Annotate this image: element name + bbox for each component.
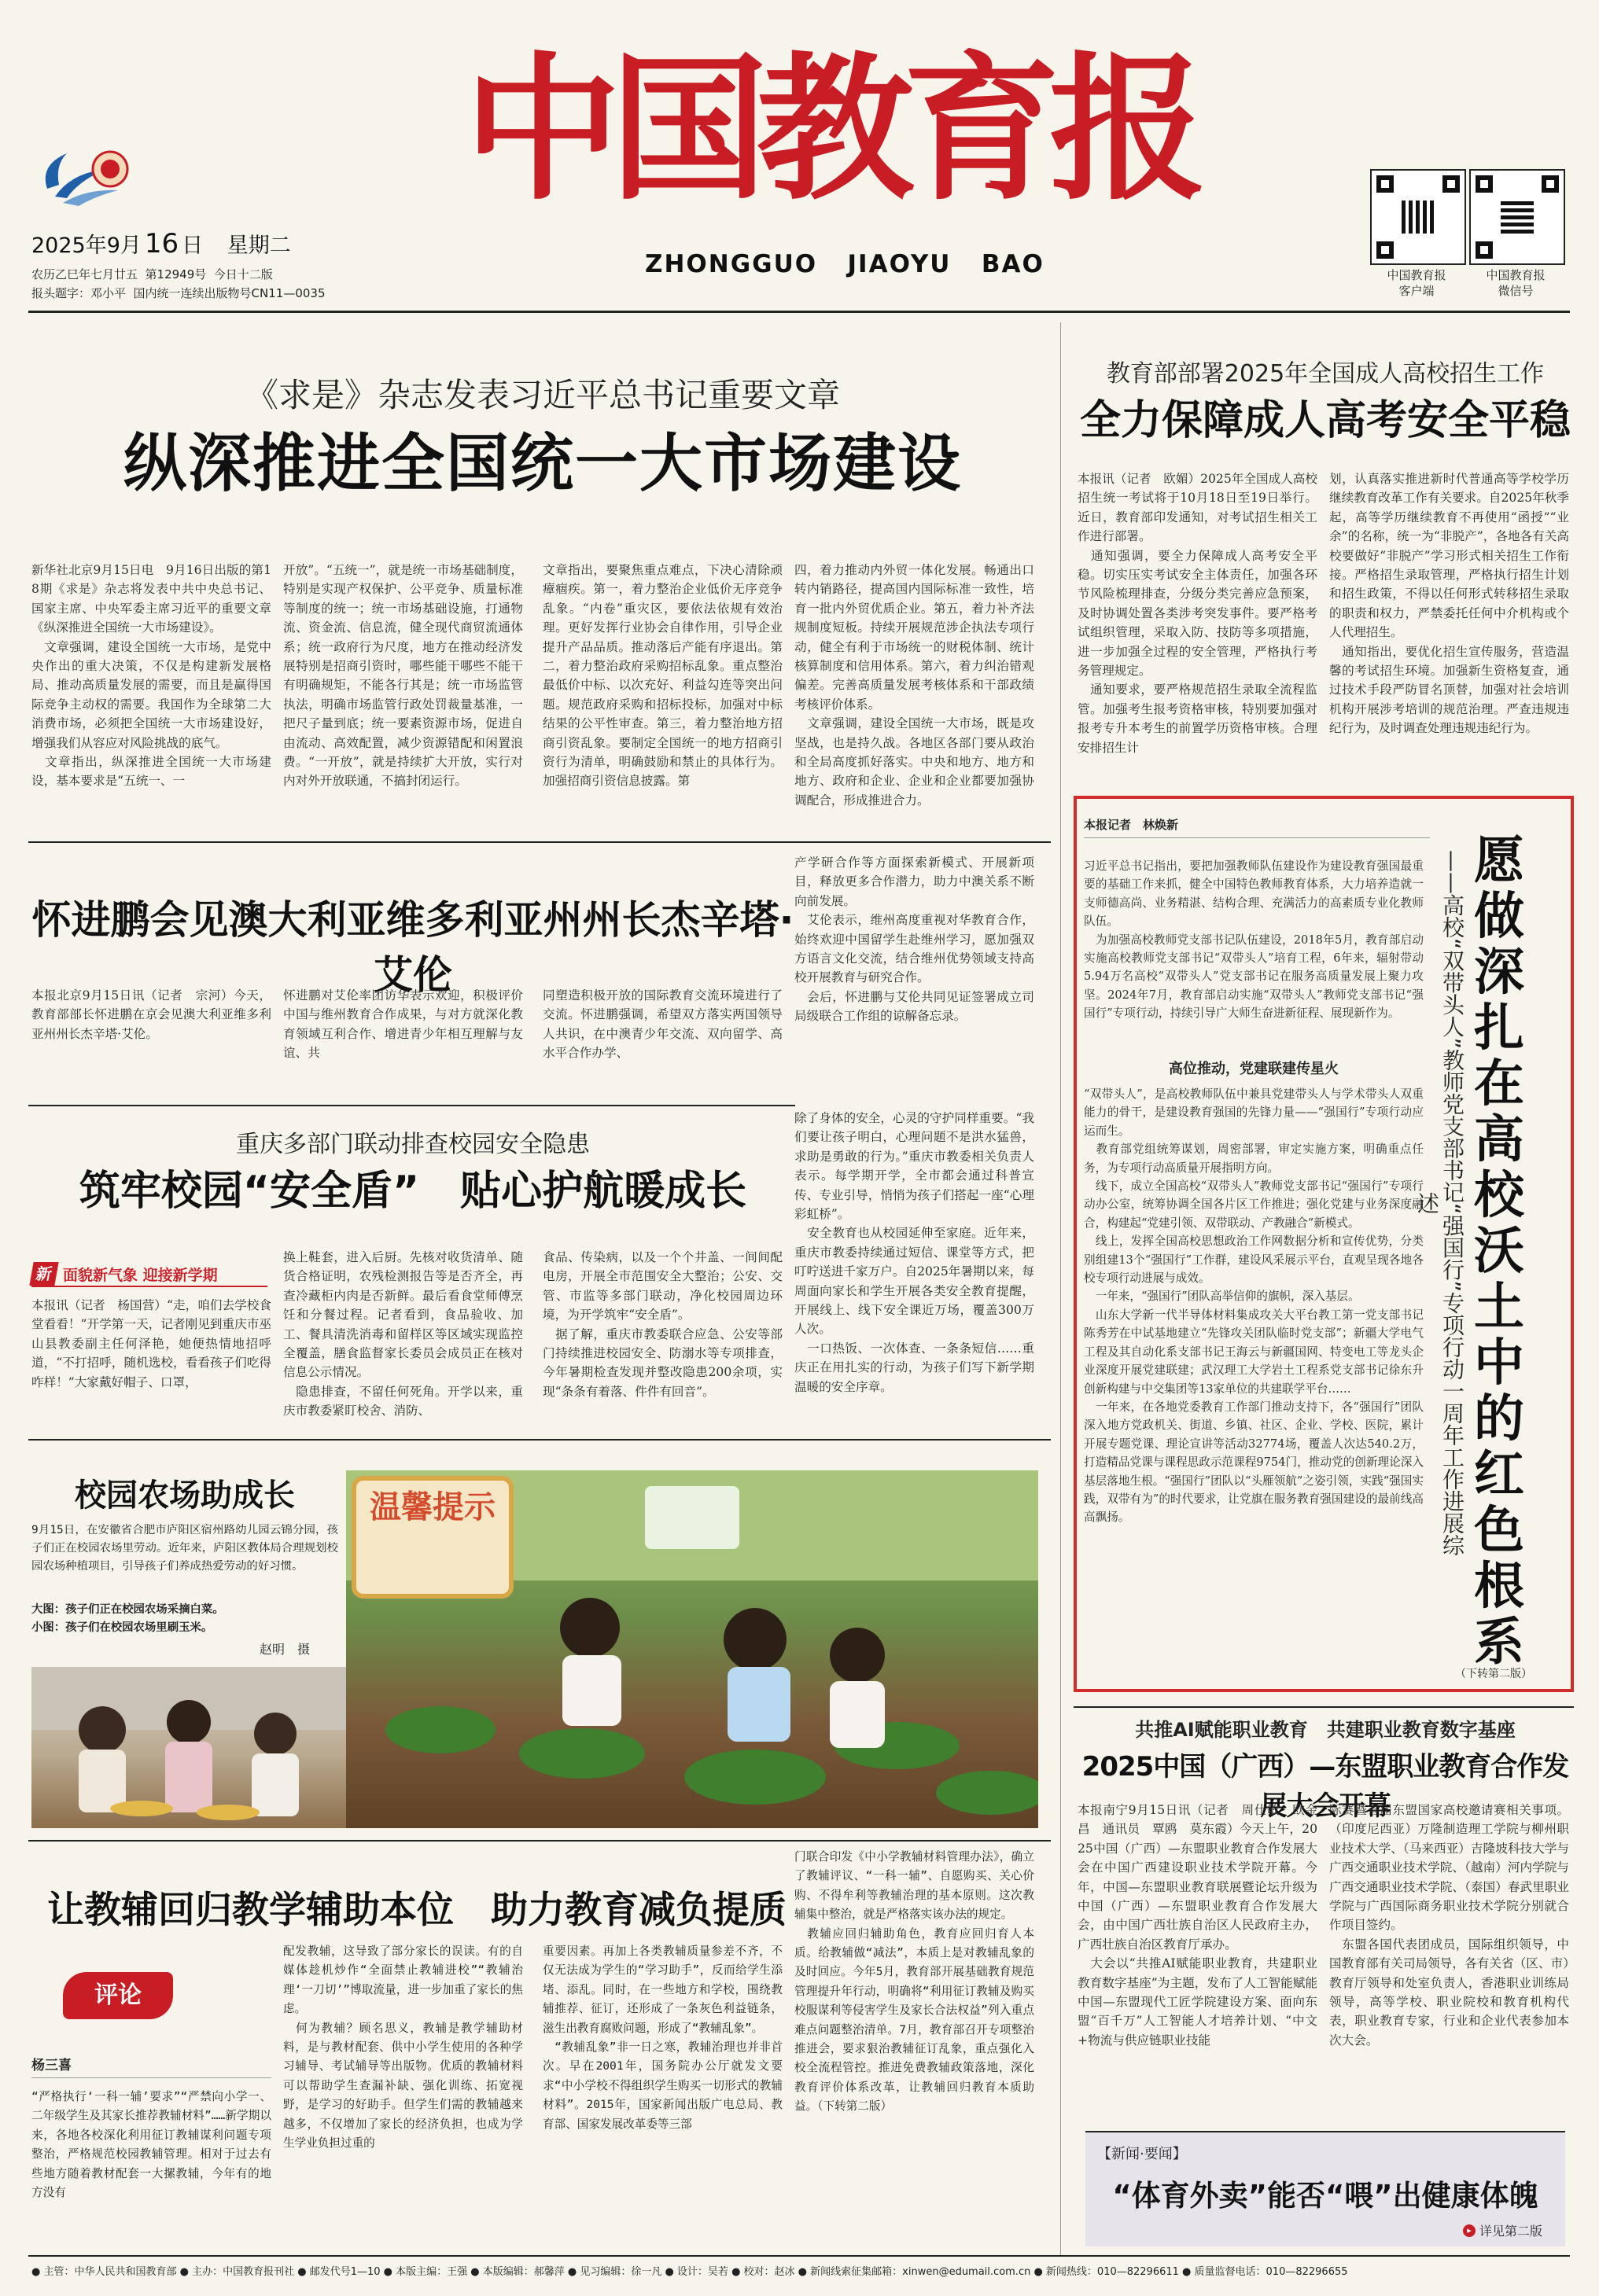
lead-column-4: 四，着力推动内外贸一体化发展。畅通出口转内销路径，提高国内国际标准一致性，培育一批内外贸优质企业。第五，着力补齐法规制度短板。持续开展规范涉企执法专项行动，健全有利于市场统一的财税体制、统计核算制度和信用体系。第六，着力纠治错观偏差。完善高质量发展考核体系和干部政绩考核评价体系。 文章强调，建设全国统一大市场，既是攻坚战，也是持久战。各地区各部门要从政治和全局高度抓好落实。中央和地方、地方和地方、政府和企业、企业和企业都要加强协调配合，形成推进合力。 [794,563,1034,808]
fudao-headline: 让教辅回归教学辅助本位 助力教育减负提质 [47,1889,787,1932]
issue-inscription-line: 报头题字：邓小平 国内统一连续出版物号CN11—0035 [31,286,326,300]
fudao-column-3: 重要因素。再加上各类教辅质量参差不齐，不仅无法成为学生的“学习助手”，反而给学生添堵、添乱。同时，在一些地方和学校，围绕教辅推荐、征订，还形成了一条灰色利益链条，滋生出教育腐败问题，形成了“教辅乱象”。 “教辅乱象”非一日之寒，教辅治理也并非首次。早在2001年，国务院办公厅就发文要求“中小学校不得组织学生购买一切形式的教辅材料”。2015年，国家新闻出版广电总局、教育部、国家发展改革委等三部 [543,1945,783,2131]
ai-top-rule [1074,1706,1574,1708]
huai-column-1: 本报北京9月15日讯（记者 宗河）今天，教育部部长怀进鹏在京会见澳大利亚维多利亚州州长杰辛塔·艾伦。 [31,988,271,1041]
masthead-title: 中国教育报 [464,37,1196,222]
right-top-column-1: 本报讯（记者 欧媚）2025年全国成人高校招生统一考试将于10月18日至19日举行。近日，教育部印发通知，对考试招生相关工作进行部署。 通知强调，要全力保障成人高考安全平稳。切实压实考试安全主体责任，加强各环节风险梳理排查，分级分类完善应急预案，及时协调处置各类涉考突发事件。要严格考试组织管理，采取入防、技防等多项措施，进一步加强全过程的安全管理，严格执行考务管理规定。 通知要求，要严格规范招生录取全流程监管。加强考生报考资格审核，特别要加强对报考专升本考生的前置学历资格审核。合理安排招生计 [1078,472,1317,755]
news-brief-see-page[interactable]: ▸ 详见第二版 [1463,2221,1542,2239]
right-top-column-2: 划，认真落实推进新时代普通高等学校学历继续教育改革工作有关要求。自2025年秋季起，高等学历继续教育不再使用“函授”“业余”的名称，统一为“非脱产”，各地各有关高校要做好“非脱产”学习形式相关招生工作衔接。严格招生录取管理，严格执行招生计划和招生政策，不得以任何形式转移招生录取的职责和权力，严禁委托任何中介机构或个人代理招生。 通知指出，要优化招生宣传服务，营造温馨的考试招生环境。加强新生资格复查，通过技术手段严防冒名顶替，加强对社会培训机构开展涉考培训的规范治理。严查违规违纪行为，及时调查处理违规违纪行为。 [1329,472,1569,736]
huai-column-2: 怀进鹏对艾伦率团访华表示欢迎，积极评价中国与维州教育合作成果，与对方就深化教育领域互利合作、增进青少年相互理解与友谊、共 [283,988,523,1061]
lead-bottom-rule [28,841,1051,843]
feature-intro: 习近平总书记指出，要把加强教师队伍建设作为建设教育强国最重要的基础工作来抓，健全中国特色教师教育体系，大力培养造就一支师德高尚、业务精湛、结构合理、充满活力的高素质专业化教师队伍。 为加强高校教师党支部书记队伍建设，2018年5月，教育部启动实施高校教师党支部书记“双带头人”培育工程，6年来，辐射带动5.94万名高校“双带头人”党支部书记在服务高质量发展上聚力攻坚。2024年7月，教育部启动实施“双带头人”教师党支部书记“强国行”专项行动，持续引导广大师生奋进新征程、展现新作为。 [1084,859,1424,1021]
safety-bottom-rule [28,1439,1051,1441]
farm-headline: 校园农场助成长 [75,1477,295,1514]
farm-small-photo [31,1667,346,1828]
news-brief-label: 【新闻·要闻】 [1097,2146,1187,2162]
huai-column-4: 产学研合作等方面探索新模式、开展新项目，释放更多合作潜力，助力中澳关系不断向前发展。 艾伦表示，维州高度重视对华教育合作，始终欢迎中国留学生赴维州学习，愿加强双方语言文化交流，结合维州优势领域支持高校开展教育与研究合作。 会后，怀进鹏与艾伦共同见证签署成立司局级联合工作组的谅解备忘录。 [794,855,1034,1024]
fudao-column-1: “严格执行‘一科一辅’要求”“严禁向小学一、二年级学生及其家长推荐教辅材料”……新学期以来，各地各校深化利用征订教辅谋利问题专项整治，严格规范校园教辅管理。相对于过去有些地方随着教材配套一大摞教辅，今年有的地方没有 [31,2090,271,2200]
new-semester-banner [31,1262,267,1287]
lead-headline: 纵深推进全国统一大市场建设 [123,427,962,500]
feature-section-head: 高位推动，党建联建传星火 [1169,1061,1339,1077]
qr-code-client[interactable] [1370,169,1466,265]
masthead-pinyin: ZHONGGUO JIAOYU BAO [645,250,1045,278]
new-banner-text: 面貌新气象 迎接新学期 [63,1266,218,1284]
masthead-rule [28,311,1570,313]
huai-bottom-rule [28,1105,795,1106]
issue-lunar-line: 农历乙巳年七月廿五 第12949号 今日十二版 [31,267,273,281]
feature-byline: 本报记者 林焕新 [1084,818,1179,832]
qr-label-client: 中国教育报 客户端 [1387,268,1446,298]
footer-info: ● 主管：中华人民共和国教育部 ● 主办：中国教育报刊社 ● 邮发代号1—10 ● 本版主编：王强 ● 本版编辑：郝馨萍 ● 见习编辑：徐一凡 ● 设计：吴若 ● 校对：赵冰 ● 新闻线索征集邮箱：xinwen@edumail.com.cn ● 新闻热线：010—82296611 ● 质量监督电话：010—82296655 [31,2266,1348,2278]
ai-column-1: 本报南宁9月15日讯（记者 周仕敏 欧金昌 通讯员 覃鸥 莫东霞）今天上午，2025中国（广西）—东盟职业教育合作发展大会在中国广西建设职业技术学院开幕。今年，中国—东盟职业教育联展暨论坛升级为中国（广西）—东盟职业教育合作发展大会，由中国广西壮族自治区人民政府主办，广西壮族自治区教育厅承办。 大会以“共推AI赋能职业教育，共建职业教育数字基座”为主题，发布了人工智能赋能中国—东盟现代工匠学院建设方案、面向东盟“百千万”人工智能人才培养计划、“中文+物流与供应链职业技能 [1078,1803,1317,2048]
ai-kicker: 共推AI赋能职业教育 共建职业教育数字基座 [1135,1719,1516,1741]
issue-weekday: 星期二 [227,234,291,258]
commentary-label: 评论 [63,1972,173,2019]
new-banner-logo: 新 [29,1262,58,1286]
feature-body: “双带头人”，是高校教师队伍中兼具党建带头人与学术带头人双重能力的骨干，是建设教育强国的先锋力量——“强国行”专项行动应运而生。 教育部党组统筹谋划，周密部署，审定实施方案，明确重点任务，为专项行动高质量开展指明方向。 线下，成立全国高校“双带头人”教师党支部书记“强国行”专项行动办公室，统筹协调全国各片区工作推进；强化党建与业务深度融合，构建起“党建引领、双带联动、产教融合”新模式。 线上，发挥全国高校思想政治工作网数据分析和宣传优势，分类别组建13个“强国行”工作群，建设风采展示平台，直观呈现各地各校专项行动进展与成效。 一年来，“强国行”团队高举信仰的旗帜，深入基层。 山东大学新一代半导体材料集成攻关大平台教工第一党支部书记陈秀芳在中试基地建立“先锋攻关团队临时党支部”；新疆大学电气工程及其自动化系支部书记王海云与新疆国网、特变电工等龙头企业深度开展党建联建；武汉理工大学岩土工程系党支部书记徐东升创新构建与中交集团等13家单位的共建联学平台…… 一年来，在各地党委教育工作部门推动支持下，各“强国行”团队深入地方党政机关、街道、乡镇、社区、企业、学校、医院，累计开展专题党课、理论宣讲等活动32774场，覆盖人次达540.2万，打造精品党课与课程思政示范课程9754门，推动党的创新理论深入基层落地生根。“强国行”团队以“头雁领航”之姿引领，实践“强国实践，双带有为”的时代要求，让党旗在服务教育强国建设的最前线高高飘扬。 [1084,1087,1424,1525]
feature-title: 愿做深扎在高校沃土中的红色根系 [1474,832,1524,1672]
fudao-column-2: 配发教辅，这导致了部分家长的误读。有的自媒体趁机炒作“全面禁止教辅进校”“教辅治理‘一刀切’”博取流量，进一步加重了家长的焦虑。 何为教辅？顾名思义，教辅是教学辅助材料，是与教材配套、供中小学生使用的各种学习辅导、考试辅导等出版物。优质的教辅材料可以帮助学生查漏补缺、强化训练、拓宽视野，是学习的好助手。但学生们需的教辅越来越多，不仅增加了家长的经济负担，也成为学生学业负担过重的 [283,1945,523,2151]
issue-day: 16 [144,228,179,259]
farm-sign-text: 温馨提示 [370,1489,496,1525]
farm-big-photo [346,1470,1038,1828]
feature-subtitle: ——高校“双带头人”教师党支部书记“强国行”专项行动一周年工作进展综述 [1414,849,1465,1557]
ai-column-2: 际赛暨首届东盟国家高校邀请赛相关事项。（印度尼西亚）万隆制造理工学院与柳州职业技术大学、（马来西亚）吉隆坡科技大学与广西交通职业技术学院、（越南）河内学院与广西交通职业技术学院、（泰国）春武里职业学院与广西国际商务职业技术学院分别就合作项目签约。 东盟各国代表团成员，国际组织领导，中国教育部有关司局领导，各有关省（区、市）教育厅领导和处室负责人，香港职业训练局领导，高等学校、职业院校和教育机构代表，职业教育专家，行业和企业代表参加本次大会。 [1329,1803,1569,2048]
right-top-headline: 全力保障成人高考安全平稳 [1079,397,1571,444]
farm-caption-big: 大图：孩子们正在校园农场采摘白菜。 [31,1603,224,1616]
lead-kicker: 《求是》杂志发表习近平总书记重要文章 [245,376,840,414]
qr-label-wechat: 中国教育报 微信号 [1486,268,1546,298]
ai-headline: 2025中国（广西）—东盟职业教育合作发展大会开幕 [1081,1751,1569,1822]
fudao-author-rule [31,2077,271,2078]
footer-rule [28,2255,1570,2257]
safety-column-2: 换上鞋套，进入后厨。先核对收货清单、随货合格证明，农残检测报告等是否齐全，再查冷藏柜内肉是否新鲜。最后看食堂师傅烹饪和分餐过程。记者看到，食品验收、加工、餐具清洗消毒和留样区等区域实现监控全覆盖，膳食监督家长委员会成员正在核对信息公示情况。 隐患排查，不留任何死角。开学以来，重庆市教委紧盯校舍、消防、 [283,1250,523,1418]
safety-column-3: 食品、传染病，以及一个个井盖、一间间配电房，开展全市范围安全大整治；公安、交管、市监等多部门联动，净化校园周边环境，为开学筑牢“安全盾”。 据了解，重庆市教委联合应急、公安等部门持续推进校园安全、防溺水等专项排查，今年暑期检查发现并整改隐患200余项，实现“条条有着落、件件有回音”。 [543,1250,783,1399]
issue-date: 2025年9月 16 日 星期二 [31,228,291,259]
lead-column-2: 开放”。“五统一”，就是统一市场基础制度，特别是实现产权保护、公平竞争、质量标准等制度的统一；统一市场基础设施，打通物流、资金流、信息流，健全现代商贸流通体系；统一政府行为尺度，地方在推动经济发展特别是招商引资时，哪些能干哪些不能干有明确规矩，不能各行其是；统一市场监管执法，明确市场监管行政处罚裁量基准，一把尺子量到底；统一要素资源市场，促进自由流动、高效配置，减少资源错配和闲置浪费。“一开放”，就是持续扩大开放，实行对内对外开放联通，不搞封闭运行。 [283,563,523,789]
news-brief-headline[interactable]: “体育外卖”能否“喂”出健康体魄 [1112,2179,1538,2213]
lead-column-3: 文章指出，要聚焦重点难点，下决心清除顽瘴痼疾。第一，着力整治企业低价无序竞争乱象。“内卷”重灾区，要依法依规有效治理。更好发挥行业协会自律作用，引导企业提升产品品质。推动落后产能有序退出。第二，着力整治政府采购招标乱象。重点整治最低价中标、以次充好、利益勾连等突出问题。规范政府采购和招标投标，加强对中标结果的公平性审查。第三，着力整治地方招商引资乱象。要制定全国统一的地方招商引资行为清单，明确鼓励和禁止的具体行为。加强招商引资信息披露。第 [543,563,783,789]
farm-photo-credit: 赵明 摄 [260,1642,311,1657]
newspaper-logo [31,142,134,212]
safety-column-4: 除了身体的安全，心灵的守护同样重要。“我们要让孩子明白，心理问题不是洪水猛兽，求助是勇敢的行为。”重庆市教委相关负责人表示。每学期开学，全市都会通过科普宣传、专业引导，悄悄为孩子们搭起一座“心理彩虹桥”。 安全教育也从校园延伸至家庭。近年来，重庆市教委持续通过短信、课堂等方式，把叮咛送进千家万户。自2025年暑期以来，每周面向家长和学生开展各类安全教育提醒，开展线上、线下安全课近万场，覆盖300万人次。 一口热饭、一次体查、一条条短信……重庆正在用扎实的行动，为孩子们写下新学期温暖的安全序章。 [794,1111,1034,1394]
huai-column-3: 同塑造积极开放的国际教育交流环境进行了交流。怀进鹏强调，希望双方落实两国领导人共识，在中澳青少年交流、双向留学、高水平合作办学、 [543,988,783,1061]
feature-continued: （下转第二版） [1455,1668,1532,1680]
column-divider [1060,322,1061,2257]
safety-column-1: 本报讯（记者 杨国营）“走，咱们去学校食堂看看！”开学第一天，记者刚见到重庆市巫山县教委副主任何泽艳，她便热情地招呼道，“不打招呼，随机选校，看看孩子们吃得咋样！”大家戴好帽子、口罩， [31,1298,271,1389]
qr-code-wechat[interactable] [1469,169,1565,265]
right-top-kicker: 教育部部署2025年全国成人高校招生工作 [1106,360,1545,388]
fudao-column-4: 门联合印发《中小学教辅材料管理办法》，确立了教辅评议、“一科一辅”、自愿购买、关心价购、不得牟利等教辅治理的基本原则。这次教辅集中整治，就是严格落实该办法的规定。 教辅应回归辅助角色，教育应回归育人本质。给教辅做“减法”，本质上是对教辅乱象的及时回应。今年5月，教育部开展基础教育规范管理提升年行动，明确将“利用征订教辅及购买校服谋利等侵害学生及家长合法权益”列入重点难点问题整治清单。7月，教育部召开专项整治推进会，要求狠治教辅征订乱象，重点强化入校全流程管控。推进免费教辅政策落地，深化教育评价体系改革，让教辅回归教育本质助益。（下转第二版） [794,1850,1034,2114]
farm-caption-small: 小图：孩子们在校园农场里刷玉米。 [31,1621,213,1634]
fudao-author: 杨三喜 [31,2058,72,2073]
farm-bottom-rule [28,1840,1051,1842]
lead-column-1: 新华社北京9月15日电 9月16日出版的第18期《求是》杂志将发表中共中央总书记、国家主席、中央军委主席习近平的重要文章《纵深推进全国统一大市场建设》。 文章强调，建设全国统一大市场，是党中央作出的重大决策，不仅是构建新发展格局、推动高质量发展的需要，而且是赢得国际竞争主动权的需要。我国作为全球第二大消费市场，必须把全国统一大市场建设好，增强我们从容应对风险挑战的底气。 文章指出，纵深推进全国统一大市场建设，基本要求是“五统一、一 [31,563,271,789]
farm-caption: 9月15日，在安徽省合肥市庐阳区宿州路幼儿园云锦分园，孩子们正在校园农场里劳动。近年来，庐阳区教体局合理规划校园农场种植项目，引导孩子们养成热爱劳动的好习惯。 [31,1524,338,1573]
arrow-right-icon: ▸ [1463,2224,1476,2237]
safety-kicker: 重庆多部门联动排查校园安全隐患 [236,1131,590,1158]
safety-headline: 筑牢校园“安全盾” 贴心护航暖成长 [79,1168,747,1215]
feature-byline-rule [1084,837,1430,838]
huai-headline: 怀进鹏会见澳大利亚维多利亚州州长杰辛塔·艾伦 [31,897,794,998]
